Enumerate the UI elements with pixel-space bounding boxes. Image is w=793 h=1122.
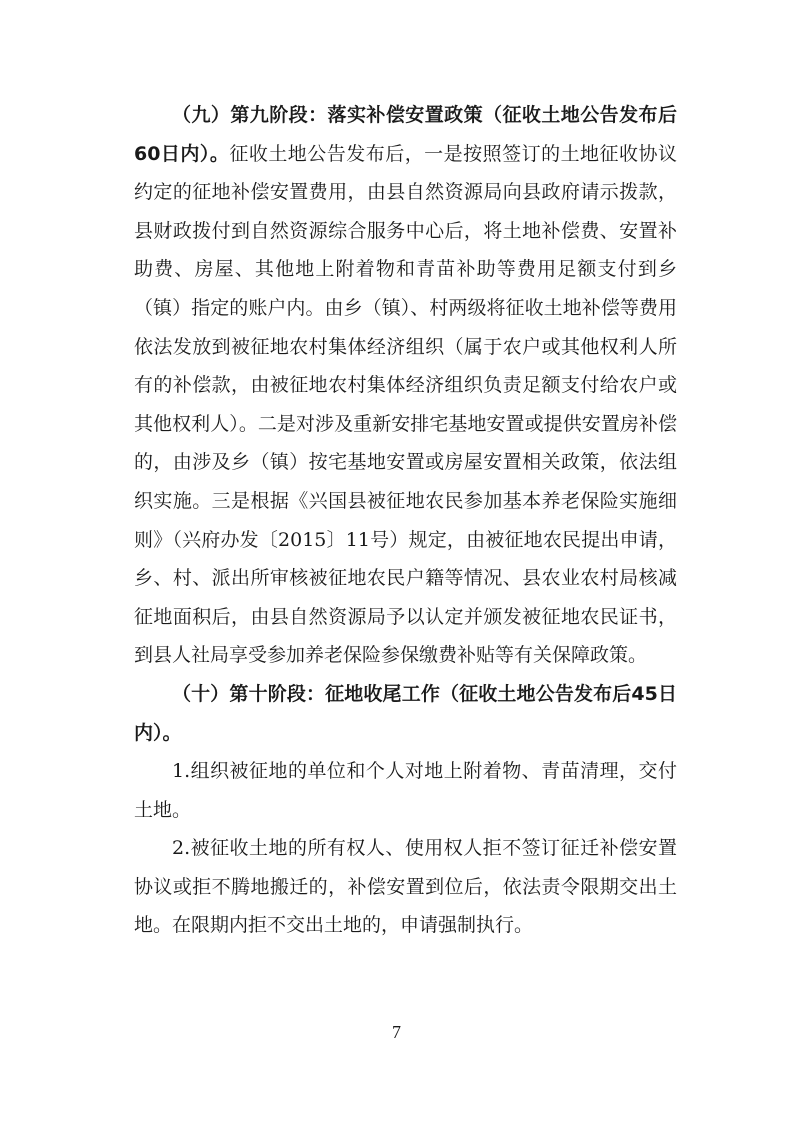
section-9-paragraph <box>134 96 677 675</box>
section-10-heading: （十）第十阶段：征地收尾工作（征收土地公告发布后45日内）。 <box>134 682 677 744</box>
section-9-heading: （九）第九阶段：落实补偿安置政策（征收土地公告发布后60日内）。 <box>134 104 677 165</box>
page-number: 7 <box>392 1022 401 1042</box>
section-10-item-2: 2.被征收土地的所有权人、使用权人拒不签订征迁补偿安置协议或拒不腾地搬迁的，补偿安置到位后，依法责令限期交出土地。在限期内拒不交出土地的，申请强制执行。 <box>134 837 677 937</box>
section-10-paragraph <box>134 675 677 752</box>
document-body <box>134 96 677 945</box>
section-10-item-1: 1.组织被征地的单位和个人对地上附着物、青苗清理，交付土地。 <box>134 760 677 821</box>
section-9-body: 征收土地公告发布后，一是按照签订的土地征收协议约定的征地补偿安置费用，由县自然资源局向县政府请示拨款，县财政拨付到自然资源综合服务中心后，将土地补偿费、安置补助费、房屋、其他地上附着物和青苗补助等费用足额支付到乡（镇）指定的账户内。由乡（镇）、村两级将征收土地补偿等费用依法发放到被征地农村集体经济组织（属于农户或其他权利人所有的补偿款，由被征地农村集体经济组织负责足额支付给农户或其他权利人）。二是对涉及重新安排宅基地安置或提供安置房补偿的，由涉及乡（镇）按宅基地安置或房屋安置相关政策，依法组织实施。三是根据《兴国县被征地农民参加基本养老保险实施细则》（兴府办发〔2015〕11号）规定，由被征地农民提出申请，乡、村、派出所审核被征地农民户籍等情况、县农业农村局核减征地面积后，由县自然资源局予以认定并颁发被征地农民证书，到县人社局享受参加养老保险参保缴费补贴等有关保障政策。 <box>134 142 677 667</box>
